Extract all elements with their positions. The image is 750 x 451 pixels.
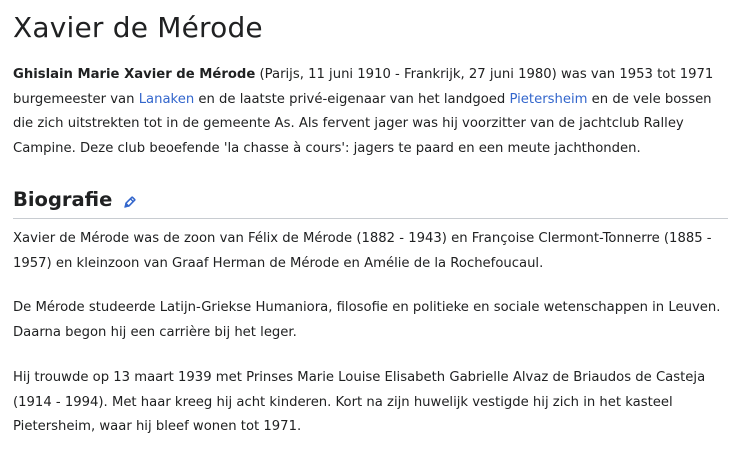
pencil-icon-svg	[122, 196, 136, 210]
intro-text-2: en de laatste privé-eigenaar van het landgoed	[194, 91, 510, 107]
pencil-icon[interactable]	[122, 195, 136, 209]
link-lanaken[interactable]: Lanaken	[138, 91, 195, 107]
page-title: Xavier de Mérode	[13, 11, 263, 44]
subject-name: Ghislain Marie Xavier de Mérode	[13, 67, 256, 82]
intro-paragraph	[13, 63, 728, 161]
intro-text-1: (Parijs, 11 juni 1910 - Frankrijk, 27 juni 1980) was van 1953 tot 1971 burgemeester van	[13, 67, 714, 107]
section-title: Biografie	[13, 187, 113, 211]
link-pietersheim[interactable]: Pietersheim	[509, 91, 588, 107]
biografie-paragraph-1: Xavier de Mérode was de zoon van Félix de Mérode (1882 - 1943) en Françoise Clermont-Tonnerre (1885 - 1957) en kleinzoon van Graaf Herman de Mérode en Amélie de la Rochefoucaul.	[13, 231, 712, 271]
biografie-paragraph-3: Hij trouwde op 13 maart 1939 met Prinses Marie Louise Elisabeth Gabrielle Alvaz de Briaudos de Casteja (1914 - 1994). Met haar kreeg hij acht kinderen. Kort na zijn huwelijk vestigde hij zich in het kasteel Pietersheim, waar hij bleef wonen tot 1971.	[13, 370, 706, 434]
intro-text-3: en de vele bossen die zich uitstrekten tot in de gemeente As. Als fervent jager was hij voorzitter van de jachtclub Ralley Campine. Deze club beoefende 'la chasse à cours': jagers te paard en een meute jachthonden.	[13, 91, 712, 156]
biografie-paragraph-2: De Mérode studeerde Latijn-Griekse Humaniora, filosofie en politieke en sociale wetenschappen in Leuven. Daarna begon hij een carrière bij het leger.	[13, 300, 721, 340]
section-heading-biografie	[13, 185, 728, 219]
